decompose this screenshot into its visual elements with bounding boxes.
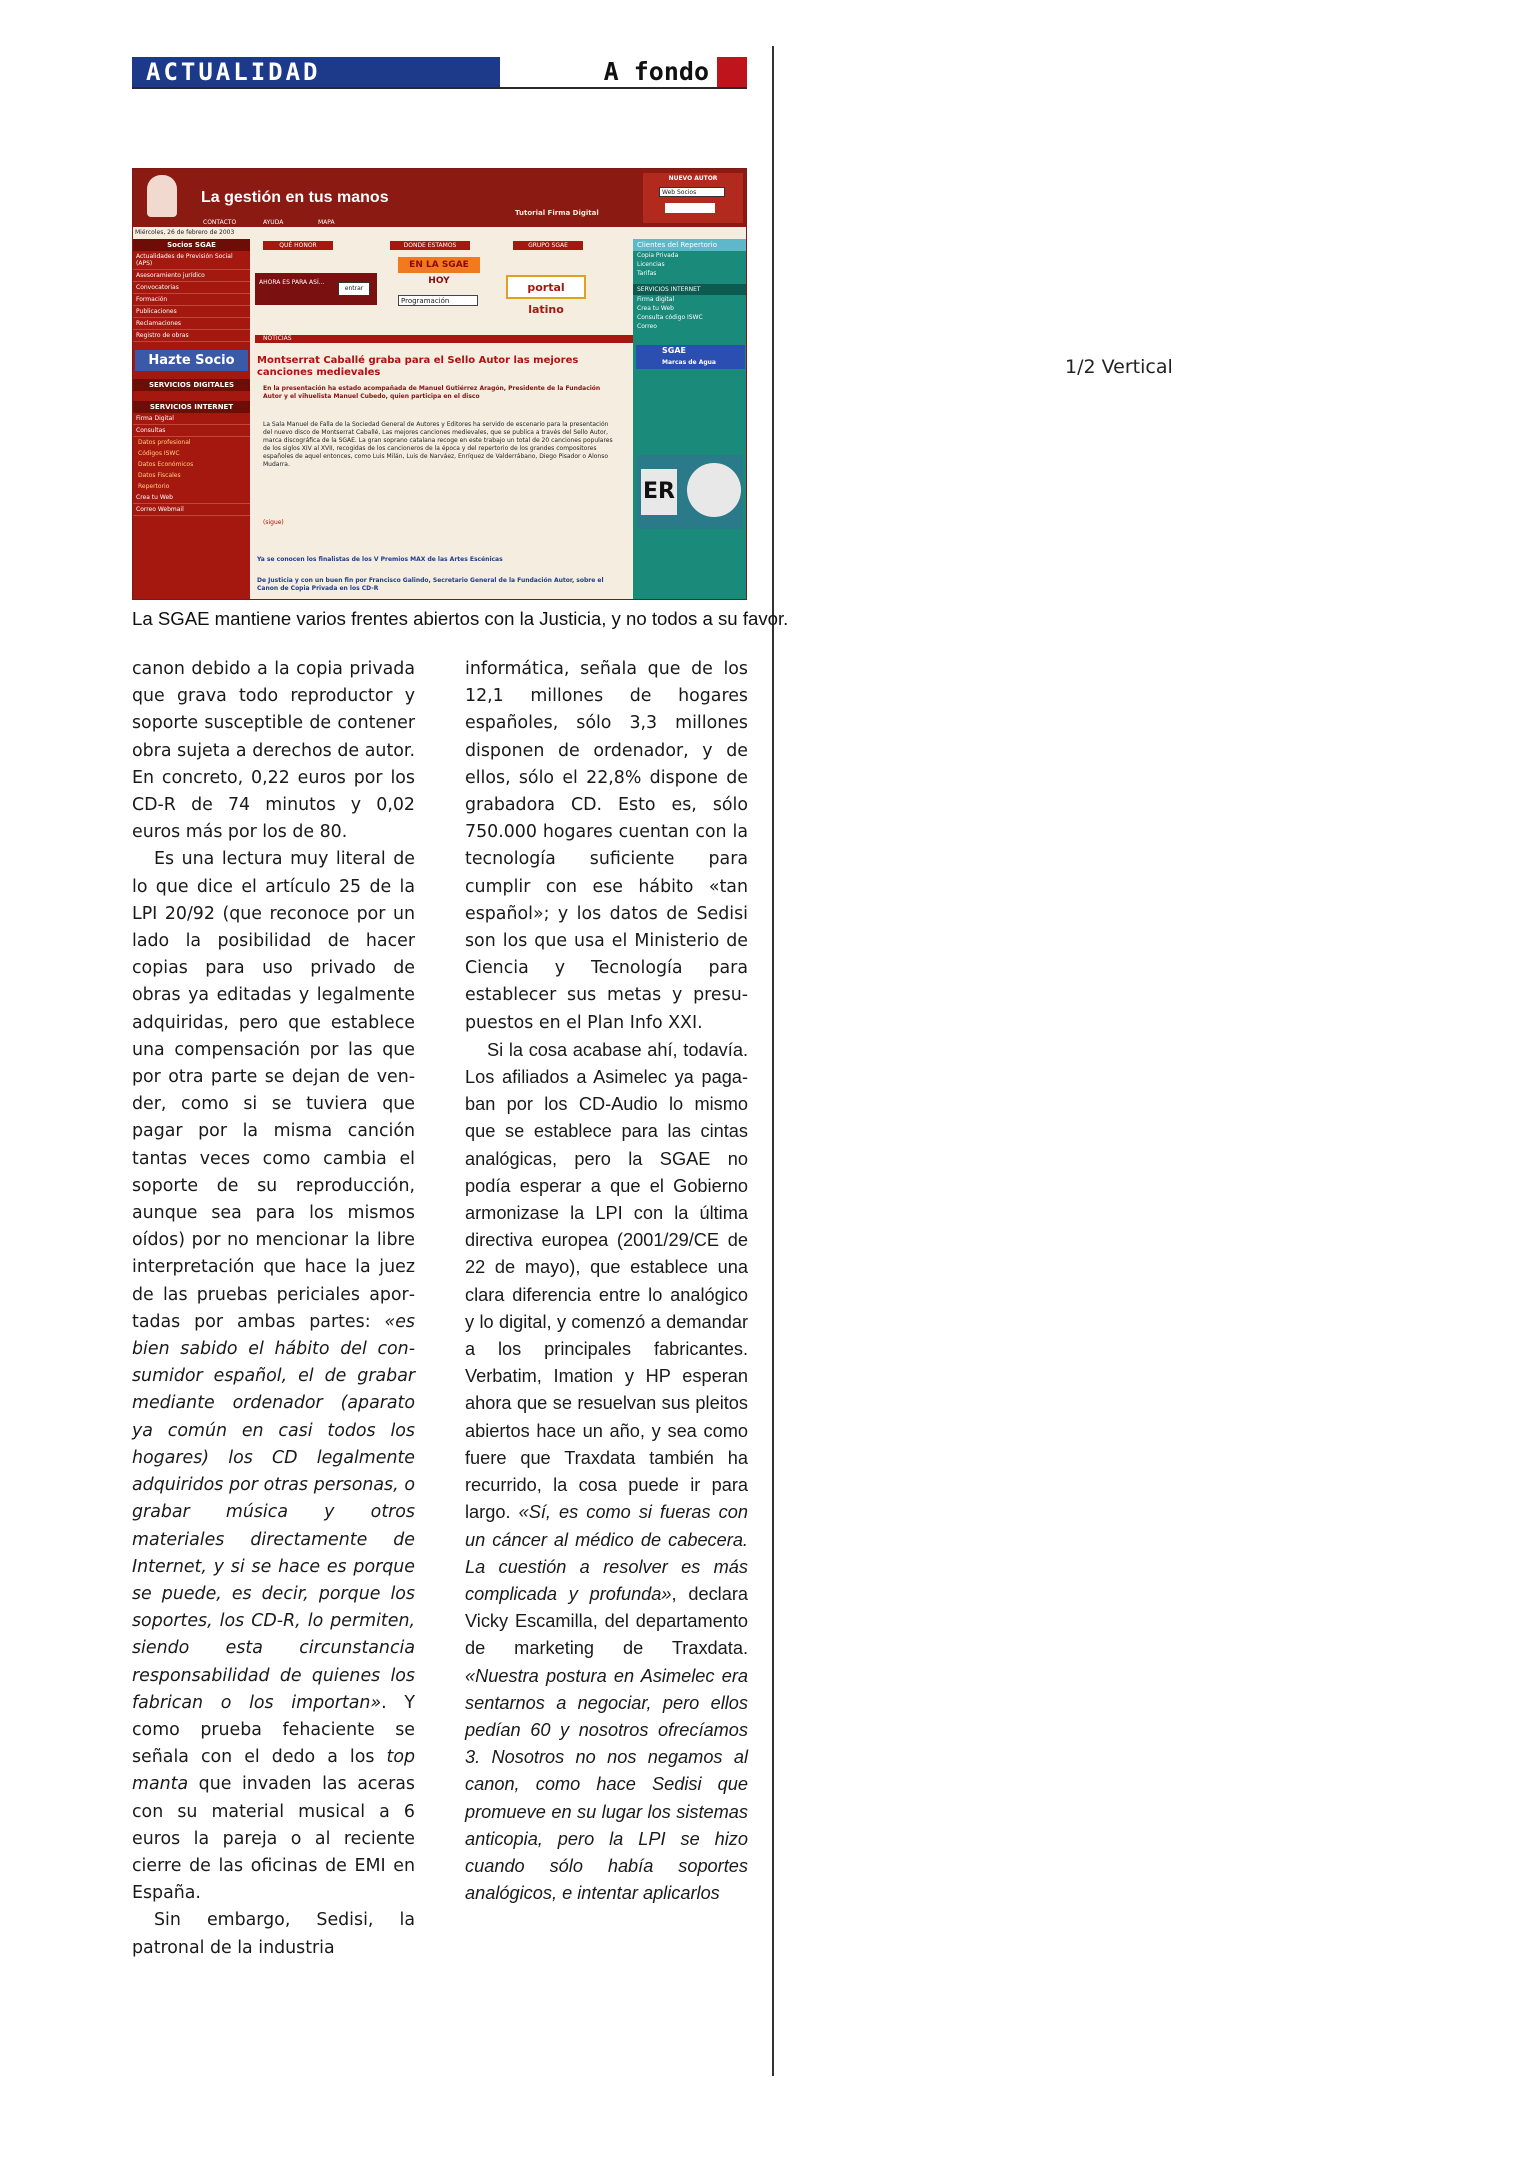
enter-button: entrar [338,282,370,296]
article-column-1 [132,656,415,1962]
login-label: NUEVO AUTOR [668,175,718,182]
right-nav [633,239,747,600]
news-summary: En la presentación ha estado acompañada de Manuel Gutiérrez Aragón, Presidente de la Fundación Autor y el vihuelista Manuel Cubedo, quien participa en el disco [263,385,601,400]
left-nav-item: Firma Digital [133,413,250,425]
subsection-label: A fondo [603,57,709,86]
text-run: Si la cosa acabase ahí, todavía. Los afiliados a Asimelec ya pagaban por los CD-Audio lo mismo que se establece para las cintas analógicas, pero la SGAE no podía esperar a que el Gobierno armonizase la LPI con la última directiva europea (2001/29/CE de 22 de mayo), que establece una clara diferencia entre lo analógico y lo digital, y comenzó a demandar a los principales fabricantes. Verbatim, Imation y HP esperan ahora que se resuelvan sus pleitos abiertos hace un año, y sea como fuere que Traxdata también ha recurrido, la cosa puede ir para largo. [465,1039,748,1523]
left-nav-item: Formación [133,294,250,306]
news-item: Ya se conocen los finalistas de los V Premios MAX de las Artes Escénicas [257,556,503,563]
left-nav-subitem: Repertorio [138,483,170,490]
left-nav-subitem: Datos Fiscales [138,472,181,479]
paragraph: canon debido a la copia privada que grava todo reproductor y soporte susceptible de contener obra sujeta a derechos de autor. En concreto, 0,22 euros por los CD-R de 74 minutos y 0,02 euros más por los de 80. [132,659,415,843]
paragraph: informática, señala que de los 12,1 millones de hogares españoles, sólo 3,3 millones disponen de ordenador, y de ellos, sólo el 22,8% dispone de grabadora CD. Esto es, sólo 750.000 hogares cuentan con la tecnología suficiente para cumplir con ese hábito «tan español»; y los datos de Sedisi son los que usa el Ministerio de Ciencia y Tecnología para establecer sus metas y presupuestos en el Plan Info XXI. [465,659,748,1033]
news-body: La Sala Manuel de Falla de la Sociedad General de Autores y Editores ha servido de escenario para la presentación del nuevo disco de Montserrat Caballé, Las mejores canciones medievales, que se publica a través del Sello Autor, marca discográfica de la SGAE. La gran soprano catalana recoge en este trabajo un total de 20 canciones populares de los siglos XIV al XVII, recogidas de los cancioneros de la época y del repertorio de los grandes compositores españoles de aquel entonces, como Luis Milán, Luis de Narváez, Enríquez de Valderrábano, Diego Pisador o Alonso Mudarra. [263,421,613,468]
middle-tab: DONDE ESTAMOS [390,241,470,250]
quote: «es bien sabido el hábito del consumidor español, el de grabar mediante ordenador (aparato ya común en casi todos los hogares) los CD legalmente adquiridos por otras personas, o grabar música y otros materiales directamente de Internet, y si se hace es porque se puede, es decir, porque los soportes, los CD-R, lo permiten, siendo esta circunstancia responsabilidad de quienes los fabrican o los importan» [132,1311,415,1713]
news-headline: Montserrat Caballé graba para el Sello Autor las mejores canciones medievales [257,355,579,378]
certification-box [637,455,743,529]
left-nav-subitem: Datos Económicos [138,461,194,468]
text-run: que invaden las aceras con su material musical a 6 euros la pareja o al reciente cierre de las oficinas de EMI en España. [132,1774,415,1904]
column-divider [772,46,774,2076]
login-box [643,173,743,223]
left-nav-item: Convocatorias [133,282,250,294]
site-title: La gestión en tus manos [201,189,389,206]
left-nav-subitem: Códigos ISWC [138,450,180,457]
text-run: Es una lectura muy literal de lo que dice el artículo 25 de la LPI 20/92 (que reconoce por un lado la posibilidad de hacer copias para uso privado de obras ya editadas y legalmente adquiridas, pero que establece una compensación por las que por otra parte se dejan de vender, como si se tuviera que pagar por la misma canción tantas veces como cambia el soporte de su reproducción, aunque sea para los mismos oídos) por no mencionar la libre interpretación que hace la juez de las pruebas periciales aportadas por ambas partes: [132,849,415,1332]
figure-caption: La SGAE mantiene varios frentes abiertos con la Justicia, y no todos a su favor. [132,608,789,629]
quote: «Nuestra postura en Asimelec era sentarnos a negociar, pero ellos pedían 60 y nosotros ofrecíamos 3. Nosotros no nos negamos al canon, como hace Sedisi que promueve en su lugar los sistemas anticopia, pero la LPI se hizo cuando sólo había soportes analógicos, e intentar aplicarlos [465,1665,748,1904]
news-item: De Justicia y con un buen fin por Francisco Galindo, Secretario General de la Fundación Autor, sobre el Canon de Copia Privada en los CD-R [257,577,604,592]
sgae-logo-text: SGAE [662,346,686,355]
right-nav-item: Tarifas [637,270,657,277]
text-run: . Y como prueba fehaciente se señala con el dedo a los [132,1692,415,1768]
left-nav-header: SERVICIOS INTERNET [133,401,250,413]
hazte-socio-banner: Hazte Socio [135,350,248,371]
article-column-2 [465,656,748,1907]
site-tab: MAPA [318,219,335,226]
noticias-bar: NOTICIAS [255,335,640,343]
right-nav-item: Crea tu Web [637,305,674,312]
left-nav-item: Actualidades de Previsión Social (APS) [133,251,250,270]
left-nav-header: Socios SGAE [133,239,250,251]
sgae-watermark-banner [636,345,745,369]
right-nav-item: Licencias [637,261,665,268]
paragraph: Sin embargo, Sedisi, la patronal de la industria [132,1910,415,1958]
left-nav-item: Consultas [133,425,250,437]
sgae-logo-icon [147,175,177,217]
paragraph [132,846,415,1907]
middle-tabs [255,241,640,251]
site-tab: AYUDA [263,219,284,226]
left-nav-item: Publicaciones [133,306,250,318]
left-nav-item: Crea tu Web [133,492,250,504]
text-run: , declara Vicky Escamilla, del departamento de marketing de Traxdata. [465,1583,748,1659]
right-nav-item: Correo [637,323,657,330]
emphasis: top manta [132,1747,415,1795]
site-tab: CONTACTO [203,219,237,226]
login-select: Web Socios [659,187,725,197]
site-tabs [133,217,747,227]
right-nav-bar: SERVICIOS INTERNET [633,284,747,295]
left-nav-header: SERVICIOS DIGITALES [133,379,250,391]
right-nav-header: Clientes del Repertorio [633,239,747,251]
right-nav-item: Firma digital [637,296,675,303]
left-nav-item: Reclamaciones [133,318,250,330]
programacion-select: Programación [398,295,478,306]
left-nav-subitem: Datos profesional [138,439,191,446]
accent-square [717,57,747,87]
ad-placeholder-label: 1/2 Vertical [1065,356,1173,378]
left-nav [133,239,250,600]
middle-tab: GRUPO SGAE [513,241,583,250]
quality-seal-icon [687,463,741,517]
sgae-tagline: Marcas de Agua [662,359,716,366]
left-nav-item: Registro de obras [133,330,250,342]
news-more-link: (sigue) [263,519,284,526]
quote: «Sí, es como si fueras con un cáncer al médico de cabecera. La cuestión a resolver es más complicada y profunda» [465,1502,748,1604]
section-header [132,57,747,89]
portal-latino-banner: portal latino [506,275,586,299]
sgae-website-screenshot [132,168,747,600]
left-nav-item: Correo Webmail [133,504,250,516]
paragraph [465,1037,748,1908]
section-label: ACTUALIDAD [132,57,500,87]
middle-tab: QUÉ HONOR [263,241,333,250]
right-nav-item: Consulta código ISWC [637,314,703,321]
login-input [665,203,715,213]
er-certificate-icon: ER [641,469,677,515]
right-nav-item: Copia Privada [637,252,679,259]
left-nav-item: Asesoramiento jurídico [133,270,250,282]
ahora-banner: AHORA ES PARA ASÍ... [255,273,377,305]
en-la-sgae-banner: EN LA SGAE HOY [398,257,480,273]
site-date: Miércoles, 26 de febrero de 2003 [135,229,235,236]
tutorial-link: Tutorial Firma Digital [515,209,599,217]
